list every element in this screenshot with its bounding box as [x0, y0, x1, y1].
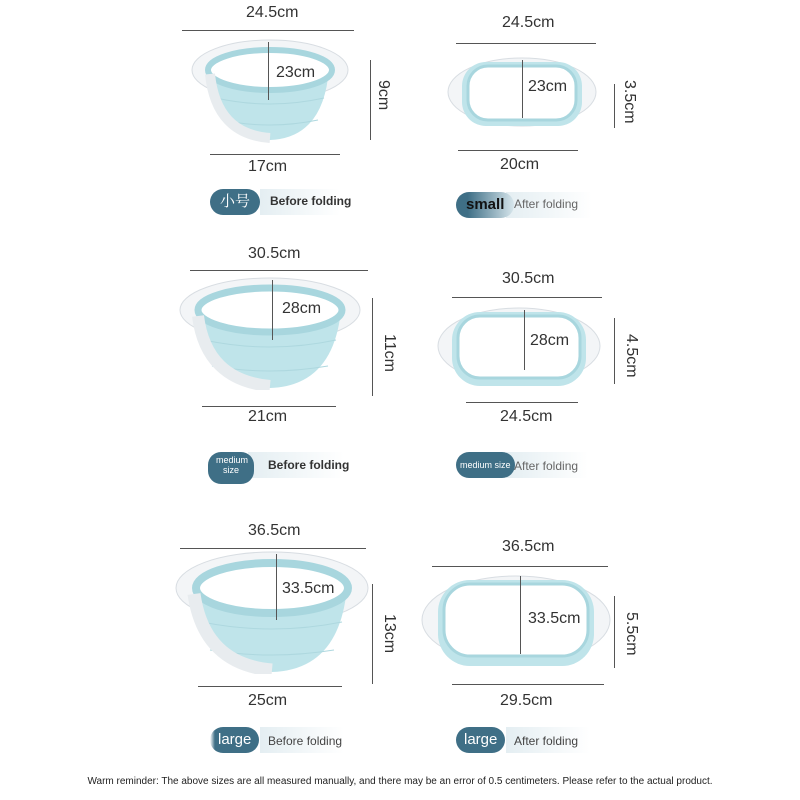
bottom-width-line [458, 150, 578, 151]
height-line [614, 596, 615, 668]
size-badge-before-small [210, 189, 352, 215]
size-label: medium size [456, 452, 515, 478]
inner-depth-line [272, 280, 273, 340]
size-badge-after-small [456, 192, 592, 218]
inner-depth-line [522, 60, 523, 118]
height-line [372, 584, 373, 684]
top-width-label: 36.5cm [248, 522, 301, 539]
height-label: 4.5cm [623, 334, 640, 378]
size-label: 小号 [210, 189, 260, 215]
basin-before-small-image [190, 38, 350, 144]
inner-depth-label: 23cm [528, 78, 568, 95]
top-width-label: 24.5cm [502, 14, 555, 31]
basin-before-large-image [174, 548, 370, 674]
height-label: 5.5cm [623, 612, 640, 656]
height-line [370, 60, 371, 140]
state-label: After folding [514, 197, 579, 211]
bottom-width-label: 25cm [248, 692, 288, 709]
bottom-width-label: 17cm [248, 158, 288, 175]
inner-depth-line [276, 554, 277, 620]
state-label: Before folding [268, 734, 343, 748]
size-label: large [456, 727, 505, 753]
top-width-line [190, 270, 368, 271]
bottom-width-line [210, 154, 340, 155]
size-label: medium size [208, 452, 254, 484]
top-width-label: 30.5cm [248, 245, 301, 262]
top-width-line [456, 43, 596, 44]
height-line [614, 84, 615, 128]
bottom-width-label: 29.5cm [500, 692, 553, 709]
inner-depth-label: 33.5cm [282, 580, 335, 597]
top-width-line [432, 566, 608, 567]
bottom-width-label: 21cm [248, 408, 288, 425]
bottom-width-label: 20cm [500, 156, 540, 173]
height-line [614, 318, 615, 384]
top-width-line [182, 30, 354, 31]
basin-before-medium-image [178, 276, 362, 390]
size-label: large [210, 727, 259, 753]
warm-reminder-note: Warm reminder: The above sizes are all measured manually, and there may be an error of 0.5 centimeters. Please refer to the actual product. [87, 776, 713, 787]
bottom-width-label: 24.5cm [500, 408, 553, 425]
height-label: 11cm [381, 334, 398, 372]
inner-depth-label: 28cm [282, 300, 322, 317]
inner-depth-line [520, 576, 521, 654]
state-label: After folding [514, 459, 579, 473]
bottom-width-line [466, 402, 578, 403]
inner-depth-label: 23cm [276, 64, 316, 81]
height-line [372, 298, 373, 396]
state-label: Before folding [268, 458, 350, 472]
top-width-label: 36.5cm [502, 538, 555, 555]
bottom-width-line [198, 686, 342, 687]
height-label: 9cm [375, 80, 392, 111]
basin-after-medium-image [436, 302, 602, 394]
size-badge-before-large [210, 727, 344, 753]
size-badge-before-medium [208, 452, 350, 478]
height-label: 3.5cm [621, 80, 638, 124]
size-badge-after-medium [456, 452, 588, 478]
state-label: After folding [514, 734, 579, 748]
inner-depth-line [524, 310, 525, 370]
inner-depth-label: 28cm [530, 332, 570, 349]
size-badge-after-large [456, 727, 590, 753]
basin-after-large-image [420, 570, 612, 674]
top-width-label: 24.5cm [246, 4, 299, 21]
size-label: small [456, 192, 514, 218]
state-label: Before folding [270, 194, 352, 208]
top-width-label: 30.5cm [502, 270, 555, 287]
bottom-width-line [202, 406, 336, 407]
inner-depth-line [268, 42, 269, 100]
inner-depth-label: 33.5cm [528, 610, 581, 627]
height-label: 13cm [381, 614, 398, 654]
top-width-line [452, 297, 602, 298]
bottom-width-line [452, 684, 604, 685]
